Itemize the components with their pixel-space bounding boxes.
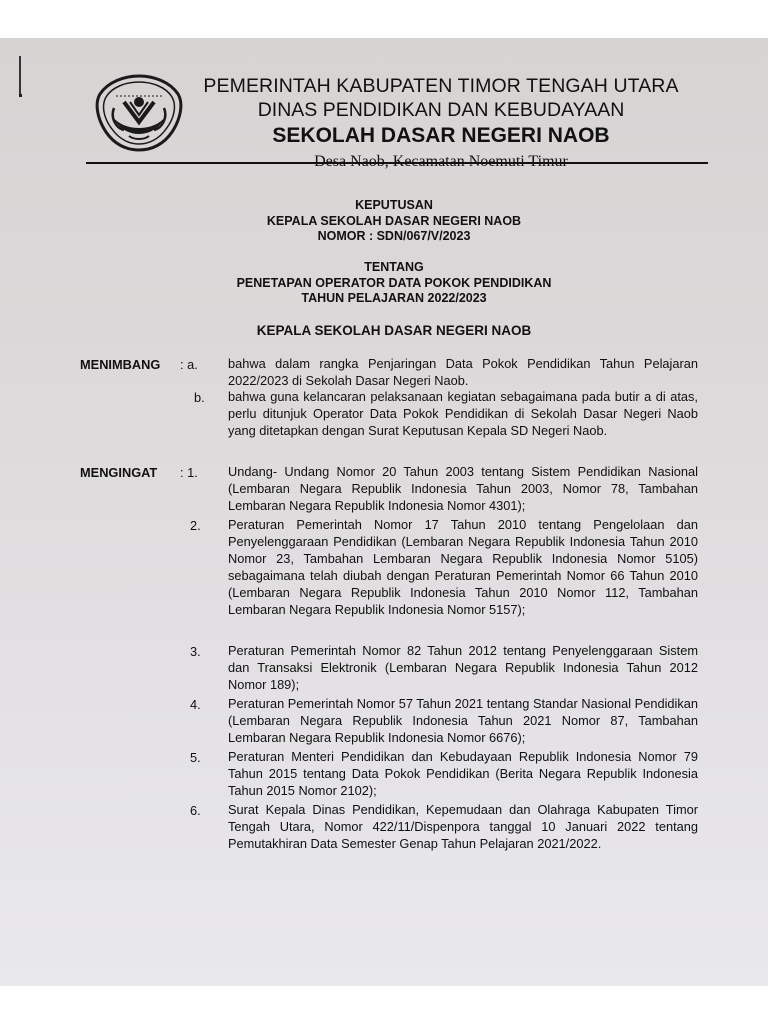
decree-subject — [10, 260, 768, 307]
document-page — [0, 38, 768, 986]
mengingat-marker-1: : 1. — [180, 465, 198, 480]
letterhead-government: PEMERINTAH KABUPATEN TIMOR TENGAH UTARA — [203, 75, 679, 97]
letterhead-department: DINAS PENDIDIKAN DAN KEBUDAYAAN — [257, 99, 625, 121]
mengingat-item-2: Peraturan Pemerintah Nomor 17 Tahun 2010 tentang Pengelolaan dan Penyelenggaraan Pendidikan (Lembaran Negara Republik Indonesia Tahun 2010 Nomor 23, Tambahan Lembaran Negara Republik Indonesia Nomor 5105) sebagaimana telah diubah dengan Peraturan Pemerintah Nomor 66 Tahun 2010 (Lembaran Negara Republik Indonesia Tahun 2010 Nomor 112, Tambahan Lembaran Negara Republik Indonesia Nomor 5157); — [228, 517, 698, 617]
mengingat-label: MENGINGAT — [80, 465, 158, 480]
decree-about-label: TENTANG — [364, 260, 424, 274]
menimbang-label: MENIMBANG — [80, 357, 161, 372]
scan-edge-mark — [19, 56, 21, 96]
mengingat-item-5: Peraturan Menteri Pendidikan dan Kebudayaan Republik Indonesia Nomor 79 Tahun 2015 tentang Data Pokok Pendidikan (Berita Negara Republik Indonesia Tahun 2015 Nomor 2102); — [228, 749, 698, 798]
decree-authority: KEPALA SEKOLAH DASAR NEGERI NAOB — [256, 323, 532, 338]
decree-subject-line1: PENETAPAN OPERATOR DATA POKOK PENDIDIKAN — [236, 275, 552, 290]
decree-number: NOMOR : SDN/067/V/2023 — [317, 229, 471, 243]
letterhead-school: SEKOLAH DASAR NEGERI NAOB — [272, 124, 610, 147]
mengingat-item-3: Peraturan Pemerintah Nomor 82 Tahun 2012 tentang Penyelenggaraan Sistem dan Transaksi Elektronik (Lembaran Negara Republik Indonesia Tahun 2012 Nomor 189); — [228, 643, 698, 692]
mengingat-item-4: Peraturan Pemerintah Nomor 57 Tahun 2021 tentang Standar Nasional Pendidikan (Lembaran Negara Republik Indonesia Tahun 2021 Nomor 87, Tambahan Lembaran Negara Republik Indonesia Nomor 6676); — [228, 696, 699, 745]
decree-heading: KEPUTUSAN — [355, 198, 433, 212]
mengingat-marker-4: 4. — [190, 697, 201, 712]
mengingat-marker-3: 3. — [190, 644, 201, 659]
menimbang-item-a: bahwa dalam rangka Penjaringan Data Pokok Pendidikan Tahun Pelajaran 2022/2023 di Sekolah Dasar Negeri Naob. — [228, 356, 698, 388]
decree-issuer: KEPALA SEKOLAH DASAR NEGERI NAOB — [266, 213, 522, 228]
mengingat-marker-5: 5. — [190, 750, 201, 765]
mengingat-marker-2: 2. — [190, 518, 201, 533]
mengingat-item-6: Surat Kepala Dinas Pendidikan, Kepemudaan dan Olahraga Kabupaten Timor Tengah Utara, Nomor 422/11/Dispenpora tanggal 10 Januari 2022 tentang Pemutakhiran Data Semester Genap Tahun Pelajaran 2021/2022. — [228, 802, 698, 851]
letterhead-divider — [86, 162, 708, 164]
menimbang-marker-a: : a. — [180, 357, 198, 372]
menimbang-item-b: bahwa guna kelancaran pelaksanaan kegiatan sebagaimana pada butir a di atas, perlu ditunjuk Operator Data Pokok Pendidikan di Sekolah Dasar Negeri Naob yang ditetapkan dengan Surat Keputusan Kepala SD Negeri Naob. — [228, 389, 698, 438]
scan-edge-dot — [19, 94, 22, 97]
menimbang-marker-b: b. — [194, 390, 205, 405]
letterhead — [196, 74, 686, 172]
decree-header — [10, 198, 768, 245]
tut-wuri-handayani-emblem-icon — [94, 72, 184, 152]
decree-subject-line2: TAHUN PELAJARAN 2022/2023 — [301, 291, 487, 305]
mengingat-marker-6: 6. — [190, 803, 201, 818]
mengingat-item-1: Undang- Undang Nomor 20 Tahun 2003 tentang Sistem Pendidikan Nasional (Lembaran Negara Republik Indonesia Tahun 2003, Nomor 78, Tambahan Lembaran Negara Republik Indonesia Nomor 4301); — [228, 464, 698, 513]
